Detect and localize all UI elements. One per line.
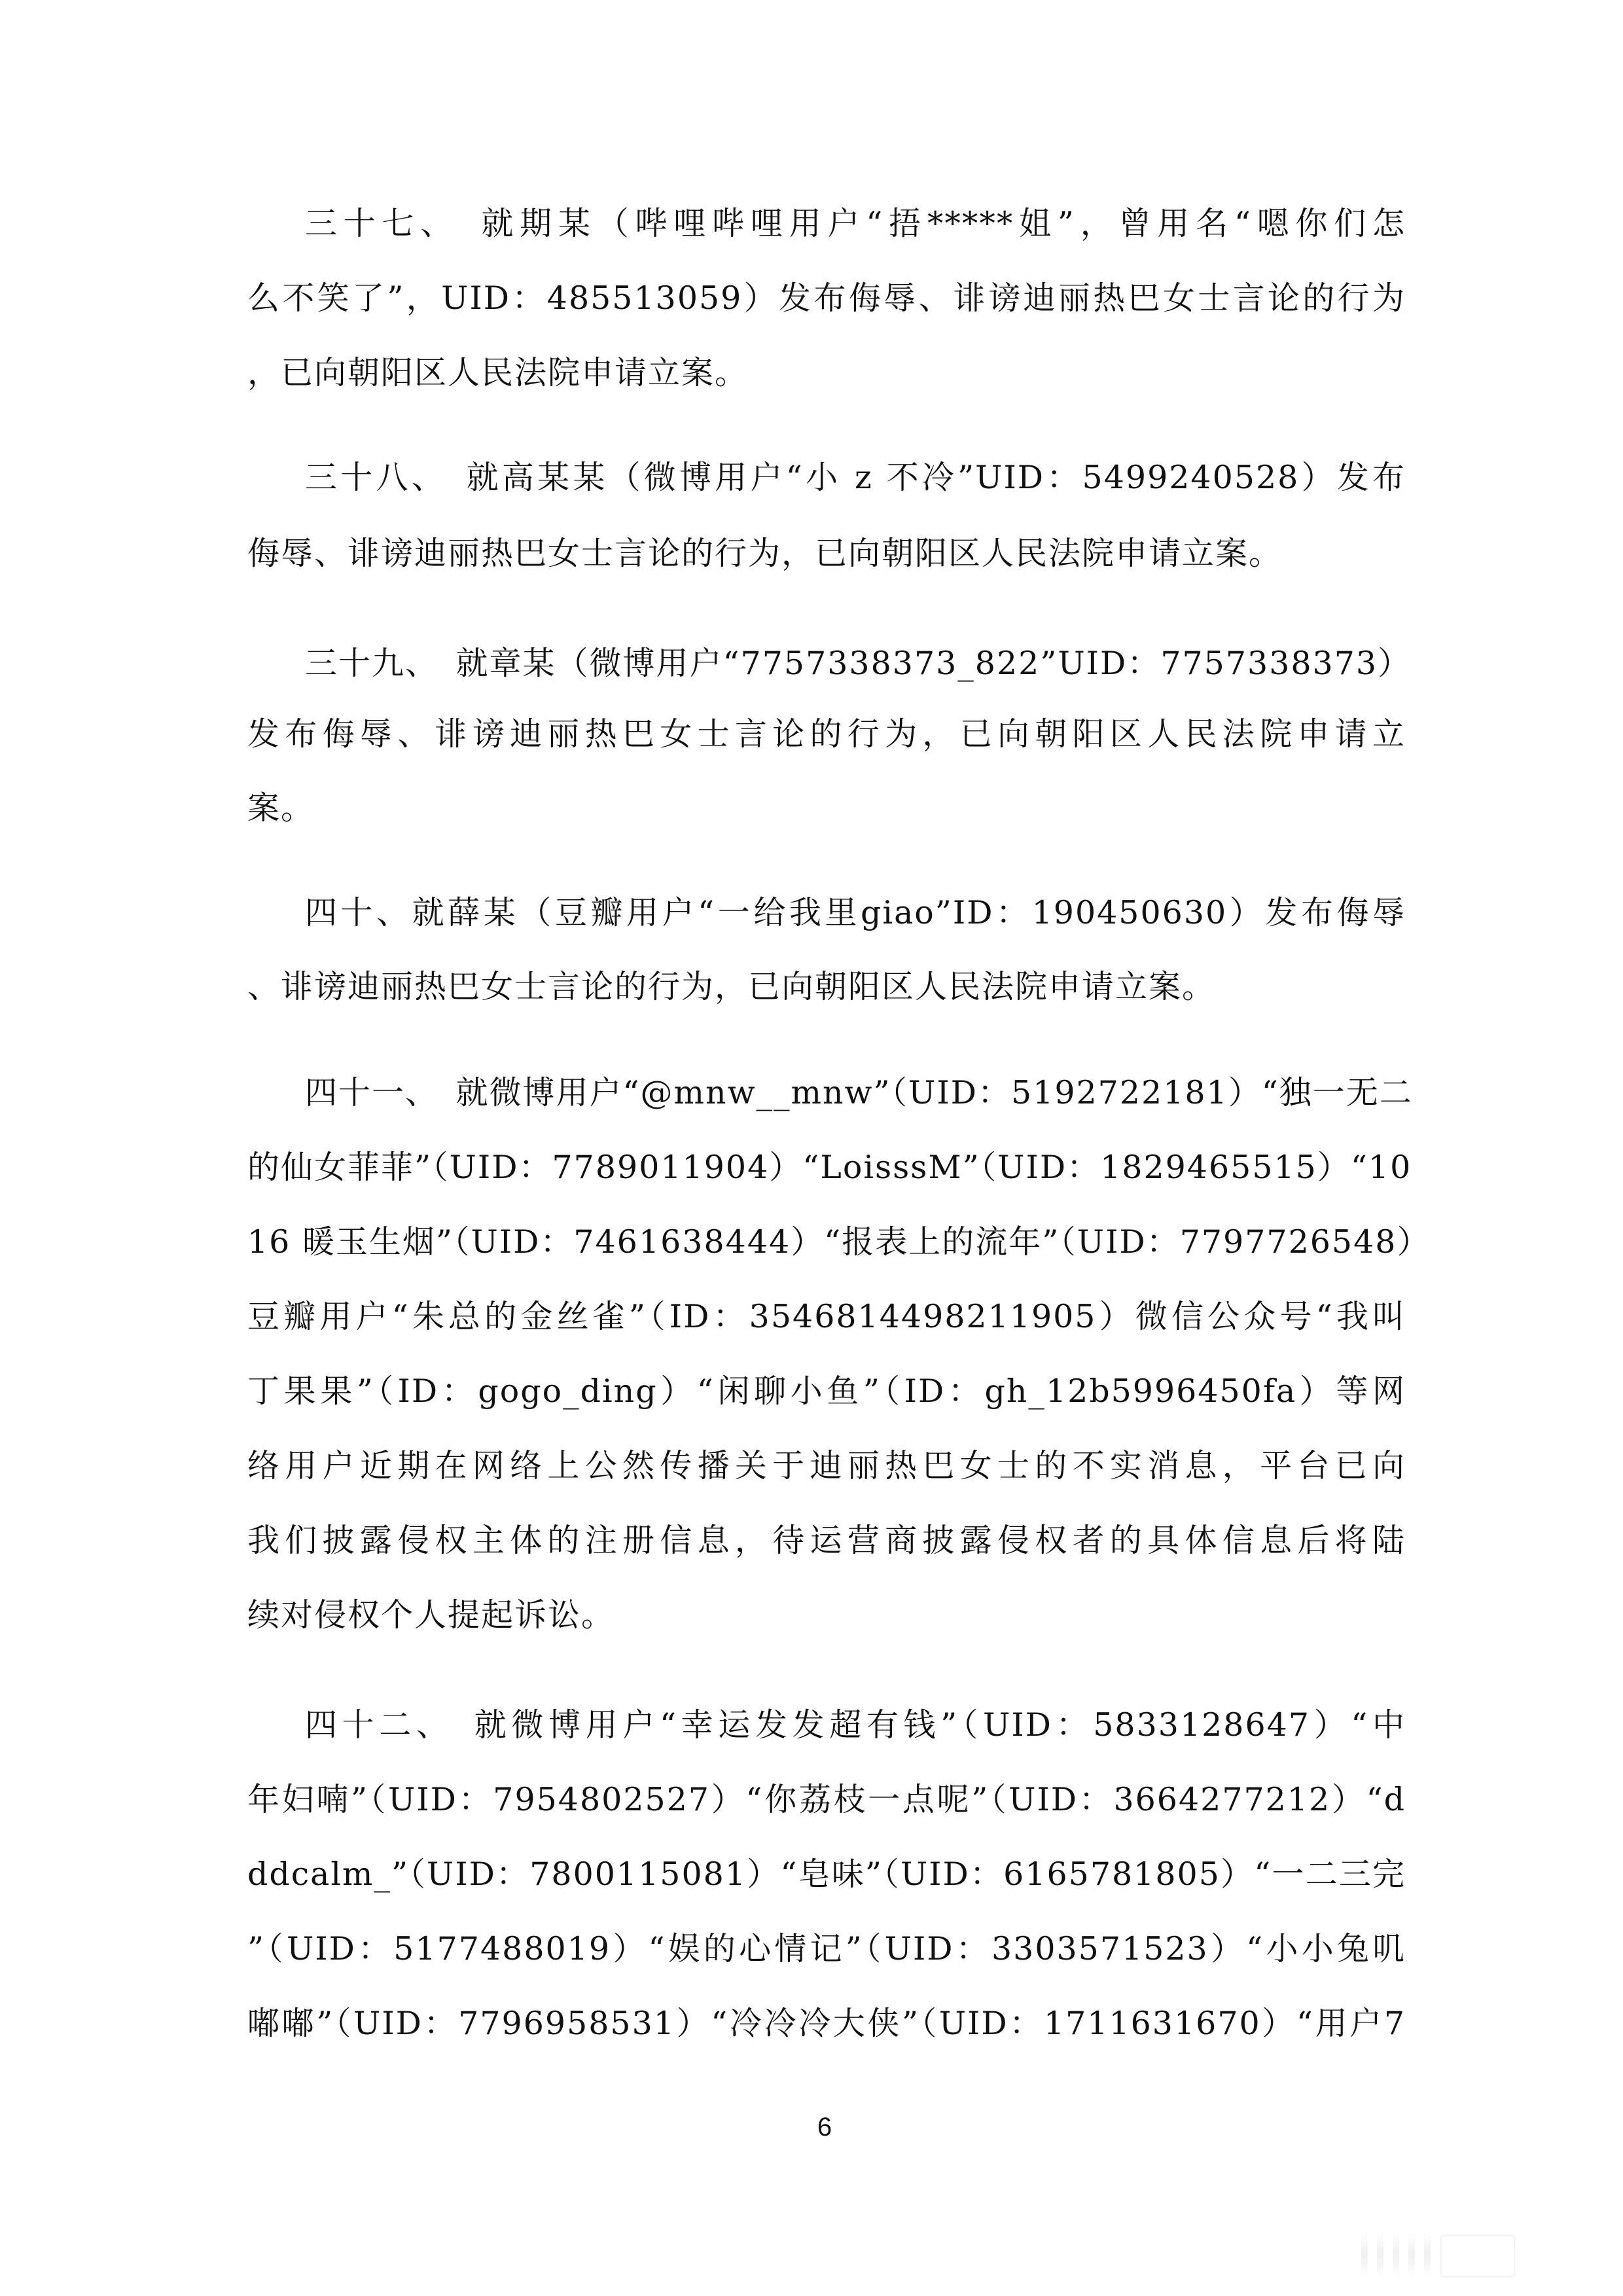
paragraph-line: 么不笑了”，UID：485513059）发布侮辱、诽谤迪丽热巴女士言论的行为: [247, 279, 1406, 317]
paragraph-line: 豆瓣用户“朱总的金丝雀”（ID：3546814498211905）微信公众号“我叫: [247, 1298, 1406, 1335]
paragraph-line: 四十二、 就微博用户“幸运发发超有钱”（UID：5833128647）“中: [305, 1706, 1406, 1744]
paragraph-line: 续对侵权个人提起诉讼。: [247, 1596, 615, 1634]
paragraph-line: 我们披露侵权主体的注册信息，待运营商披露侵权者的具体信息后将陆: [247, 1522, 1406, 1559]
paragraph-line: 三十九、 就章某（微博用户“7757338373_822”UID：7757338373）: [305, 645, 1412, 682]
paragraph-line: 年妇喃”（UID：7954802527）“你荔枝一点呢”（UID：3664277212）“d: [247, 1781, 1406, 1818]
watermark-bar: [1377, 2232, 1383, 2278]
paragraph-line: 四十一、 就微博用户“@mnw__mnw”（UID：5192722181）“独一无二: [305, 1074, 1413, 1111]
paragraph-line: 三十八、 就高某某（微博用户“小 z 不冷”UID：5499240528）发布: [305, 459, 1406, 496]
paragraph-line: 三十七、 就期某（哔哩哔哩用户“捂*****姐”，曾用名“嗯你们怎: [305, 205, 1406, 242]
paragraph-line: 丁果果”（ID：gogo_ding）“闲聊小鱼”（ID：gh_12b5996450fa）等网: [247, 1372, 1406, 1410]
paragraph-line: 16 暖玉生烟”（UID：7461638444）“报表上的流年”（UID：7797726548）: [247, 1223, 1431, 1261]
watermark-bar: [1424, 2232, 1431, 2278]
paragraph-line: 、诽谤迪丽热巴女士言论的行为，已向朝阳区人民法院申请立案。: [247, 968, 1216, 1005]
paragraph-line: 四十、就薛某（豆瓣用户“一给我里giao”ID：190450630）发布侮辱: [305, 894, 1406, 931]
watermark-bar: [1393, 2232, 1399, 2278]
paragraph-line: 络用户近期在网络上公然传播关于迪丽热巴女士的不实消息，平台已向: [247, 1447, 1406, 1484]
paragraph-line: 嘟嘟”（UID：7796958531）“冷冷冷大侠”（UID：1711631670）“用户7: [247, 2005, 1406, 2042]
paragraph-line: ，已向朝阳区人民法院申请立案。: [247, 354, 749, 391]
paragraph-line: 的仙女菲菲”（UID：7789011904）“LoisssM”（UID：1829465515）“10: [247, 1149, 1412, 1186]
watermark-logo-icon: [1361, 2225, 1597, 2278]
paragraph-line: ddcalm_”（UID：7800115081）“皂味”（UID：6165781805）“一二三完: [247, 1856, 1406, 1893]
watermark-bar: [1361, 2232, 1368, 2278]
watermark-bar: [1408, 2232, 1415, 2278]
paragraph-line: 侮辱、诽谤迪丽热巴女士言论的行为，已向朝阳区人民法院申请立案。: [247, 535, 1283, 572]
watermark-box: [1440, 2234, 1516, 2278]
paragraph-line: 发布侮辱、诽谤迪丽热巴女士言论的行为，已向朝阳区人民法院申请立: [247, 715, 1406, 753]
paragraph-line: 案。: [247, 789, 315, 827]
paragraph-line: ”（UID：5177488019）“娱的心情记”（UID：3303571523）“小小兔叽: [247, 1930, 1406, 1967]
page-number: 6: [817, 2113, 832, 2142]
